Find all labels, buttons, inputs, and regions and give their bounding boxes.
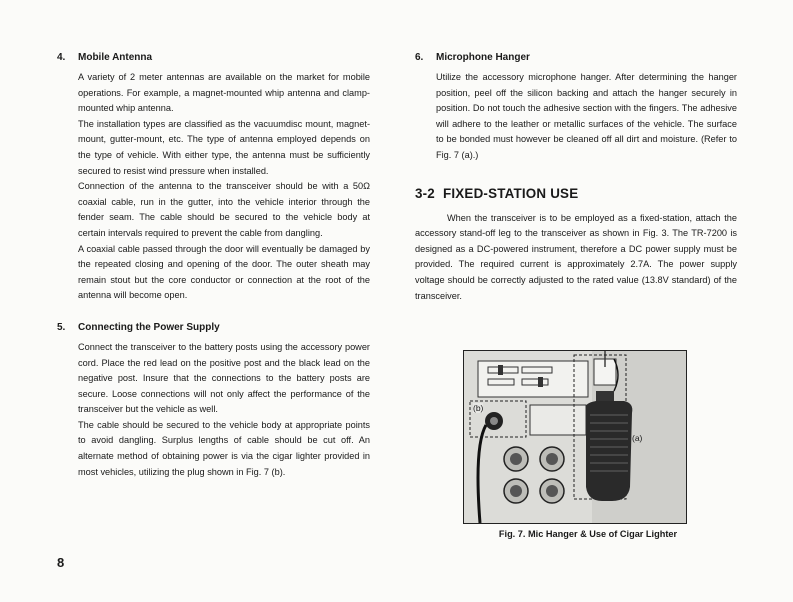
left-column [57, 51, 370, 480]
section-title: FIXED-STATION USE [443, 185, 579, 201]
section-3-2-heading [415, 186, 737, 201]
paragraph: Connection of the antenna to the transceiver should be with a 50Ω coaxial cable, run in the gutter, into the vehicle interior through the fender seam. The cable should be secured to the vehicle body at certain intervals required to prevent the cable from dangling. [78, 181, 370, 238]
section-number: 6. [415, 52, 424, 63]
section-title: Mobile Antenna [78, 52, 153, 63]
section-title: Connecting the Power Supply [78, 321, 220, 333]
section-number: 4. [57, 52, 66, 63]
figure-caption: Fig. 7. Mic Hanger & Use of Cigar Lighter [498, 529, 678, 539]
section-number: 3-2 [415, 185, 435, 201]
section-4-heading [57, 51, 370, 65]
figure-7-illustration [463, 350, 687, 524]
section-title: Microphone Hanger [436, 52, 530, 63]
paragraph: The installation types are classified as the vacuumdisc mount, magnet-mount, gutter-mount, etc. The type of antenna employed depends on the type of vehicle. With either type, the antenna must be sufficiently secured to resist wind pressure when installed. [78, 118, 370, 176]
paragraph: The cable should be secured to the vehicle body at appropriate points to avoid dangling. Surplus lengths of cable should be cut off. An alternate method of obtaining power is via the cigar lighter provided in most vehicles, utilizing the plug shown in Fig. 7 (b). [78, 419, 370, 477]
section-5-heading [57, 321, 370, 335]
dashboard-drawing [464, 351, 686, 523]
paragraph: Connect the transceiver to the battery posts using the accessory power cord. Place the red lead on the positive post and the black lead on the negative post. Insure that the connections to the battery posts are secure. Loose connections will not only affect the performance of the transceiver but the vehicle as well. [78, 341, 370, 415]
paragraph: A coaxial cable passed through the door will eventually be damaged by the repeated closing and opening of the door. The outer sheath may remain stout but the core conductor or connection at the root of the antenna will become open. [78, 243, 370, 301]
section-number: 5. [57, 321, 66, 333]
paragraph: When the transceiver is to be employed as a fixed-station, attach the accessory stand-off leg to the transceiver as shown in Fig. 3. The TR-7200 is designed as a DC-powered instrument, therefore a DC power supply must be provided. The required current is approximately 2.7A. The power supply voltage should be correctly adjusted to the rated value (13.8V standard) of the transceiver. [415, 212, 737, 301]
figure-label-a: (a) [632, 433, 643, 443]
paragraph: Utilize the accessory microphone hanger. After determining the hanger position, peel off the silicon backing and attach the hanger securely in position. Do not touch the adhesive section with the fingers. The adhesive will adhere to the leather or metallic surfaces of the vehicle. The surface to be bonded must however be cleaned off all dirt and moisture. (Refer to Fig. 7 (a).) [436, 72, 737, 160]
paragraph: A variety of 2 meter antennas are available on the market for mobile operations. For example, a magnet-mounted whip antenna and clamp-mounted whip antenna. [78, 72, 370, 114]
section-6-heading [415, 51, 737, 65]
figure-label-b: (b) [473, 403, 484, 413]
page-number: 8 [57, 555, 65, 570]
right-column [415, 51, 737, 304]
